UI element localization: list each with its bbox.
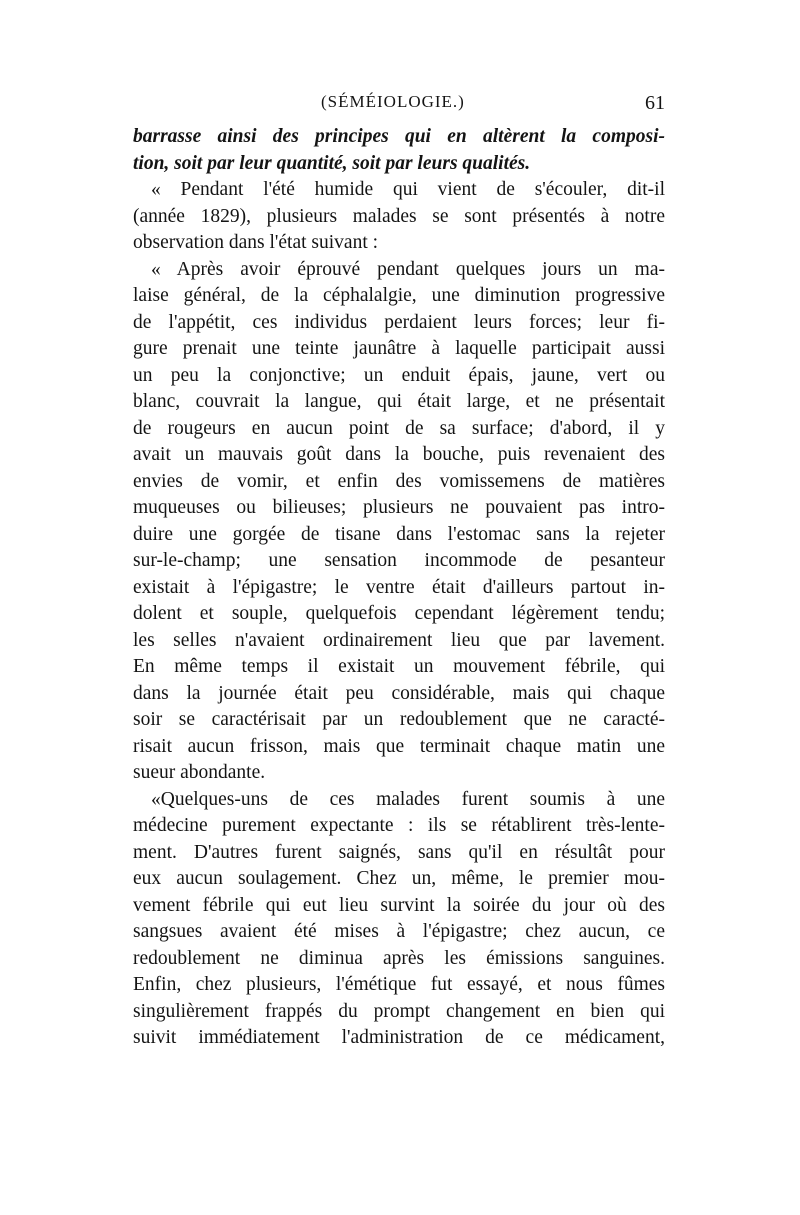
text-line: « Pendant l'été humide qui vient de s'écouler, dit-il <box>151 179 665 200</box>
text-line: eux aucun soulagement. Chez un, même, le premier mou- <box>133 868 665 889</box>
text-line: En même temps il existait un mouvement fébrile, qui <box>133 656 665 677</box>
text-line: dans la journée était peu considérable, mais qui chaque <box>133 682 665 704</box>
text-line: Enfin, chez plusieurs, l'émétique fut essayé, et nous fûmes <box>133 974 665 995</box>
text-line: les selles n'avaient ordinairement lieu que par lavement. <box>133 629 665 651</box>
text-line: tion, soit par leur quantité, soit par leurs qualités. <box>133 152 531 174</box>
text-line: laise général, de la céphalalgie, une diminution progressive <box>133 285 665 306</box>
text-line: sueur abondante. <box>133 762 266 783</box>
text-line: risait aucun frisson, mais que terminait chaque matin une <box>133 735 665 757</box>
text-line: soir se caractérisait par un redoublement que ne caracté- <box>133 709 665 730</box>
text-line: blanc, couvrait la langue, qui était large, et ne présentait <box>133 391 665 412</box>
page-number: 61 <box>645 92 665 114</box>
text-line: gure prenait une teinte jaunâtre à laquelle participait aussi <box>133 338 665 359</box>
text-line: ment. D'autres furent saignés, sans qu'il en résultât pour <box>133 841 665 863</box>
text-line: dolent et souple, quelquefois cependant légèrement tendu; <box>133 603 665 624</box>
text-line: singulièrement frappés du prompt changement en bien qui <box>133 1000 665 1022</box>
text-line: existait à l'épigastre; le ventre était d'ailleurs partout in- <box>133 576 665 598</box>
text-line: vement fébrile qui eut lieu survint la soirée du jour où des <box>133 894 665 916</box>
text-line: avait un mauvais goût dans la bouche, puis revenaient des <box>133 444 665 465</box>
text-line: envies de vomir, et enfin des vomissemens de matières <box>133 470 665 492</box>
text-line: un peu la conjonctive; un enduit épais, jaune, vert ou <box>133 364 665 386</box>
text-line: «Quelques-uns de ces malades furent soumis à une <box>151 788 665 810</box>
text-line: barrasse ainsi des principes qui en altèrent la composi- <box>133 126 665 147</box>
text-line: médecine purement expectante : ils se rétablirent très-lente- <box>133 815 665 836</box>
text-line: sur-le-champ; une sensation incommode de pesanteur <box>133 550 665 571</box>
body-text <box>133 124 665 1052</box>
text-line: de l'appétit, ces individus perdaient leurs forces; leur fi- <box>133 311 665 333</box>
text-line: sangsues avaient été mises à l'épigastre; chez aucun, ce <box>133 921 665 942</box>
text-line: (année 1829), plusieurs malades se sont présentés à notre <box>133 205 665 227</box>
text-line: muqueuses ou bilieuses; plusieurs ne pouvaient pas intro- <box>133 497 665 518</box>
text-line: « Après avoir éprouvé pendant quelques jours un ma- <box>151 258 665 280</box>
text-line: redoublement ne diminua après les émissions sanguines. <box>133 947 665 969</box>
running-title: (SÉMÉIOLOGIE.) <box>321 92 465 111</box>
text-line: de rougeurs en aucun point de sa surface; d'abord, il y <box>133 417 665 439</box>
text-line: duire une gorgée de tisane dans l'estomac sans la rejeter <box>133 523 665 545</box>
running-head <box>133 92 665 122</box>
text-line: suivit immédiatement l'administration de ce médicament, <box>133 1027 665 1048</box>
text-line: observation dans l'état suivant : <box>133 232 379 253</box>
